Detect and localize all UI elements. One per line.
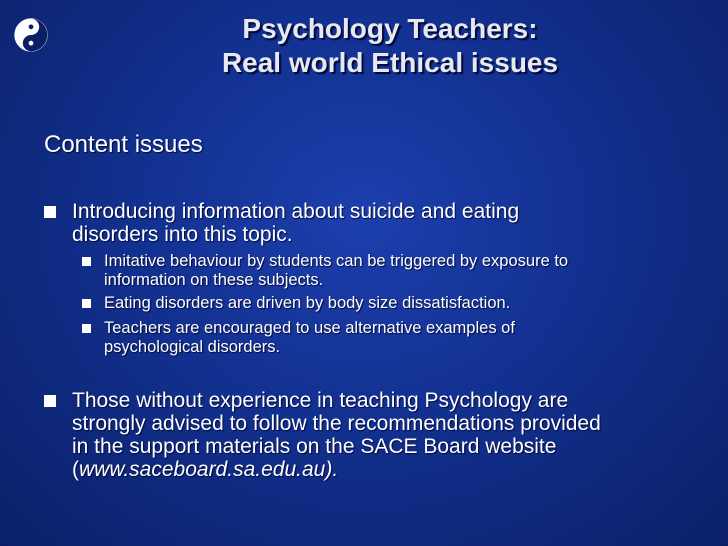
title-line-1: Psychology Teachers:	[242, 13, 538, 44]
square-bullet-icon	[44, 395, 56, 407]
sub-bullet-item	[82, 319, 702, 357]
sub-bullet-item	[82, 252, 702, 290]
title-line-2: Real world Ethical issues	[221, 47, 559, 78]
section-heading: Content issues	[44, 131, 203, 158]
yin-yang-icon	[14, 18, 48, 52]
bullet-text-line: information on these subjects.	[104, 271, 324, 289]
bullet-text-line: in the support materials on the SACE Board website	[72, 435, 557, 458]
website-url[interactable]: www.saceboard.sa.edu.au).	[79, 458, 339, 481]
bullet-text-line: Eating disorders are driven by body size dissatisfaction.	[104, 294, 511, 312]
square-bullet-icon	[44, 206, 56, 218]
bullet-text-line: Introducing information about suicide and eating	[72, 200, 520, 223]
bullet-text-line: strongly advised to follow the recommendations provided	[72, 412, 601, 435]
sub-bullet-item	[82, 294, 702, 313]
paren-open: (	[72, 458, 79, 481]
bullet-text-line: Those without experience in teaching Psychology are	[72, 389, 569, 412]
slide-title	[80, 12, 700, 80]
bullet-text-line: Imitative behaviour by students can be triggered by exposure to	[104, 252, 569, 270]
bullet-text-line: psychological disorders.	[104, 338, 281, 356]
bullet-text-line: Teachers are encouraged to use alternative examples of	[104, 319, 515, 337]
square-bullet-icon	[82, 324, 91, 333]
bullet-text-line	[72, 458, 694, 481]
bullet-text-line: disorders into this topic.	[72, 223, 293, 246]
square-bullet-icon	[82, 299, 91, 308]
bullet-item	[44, 389, 694, 481]
square-bullet-icon	[82, 257, 91, 266]
bullet-item	[44, 200, 694, 246]
